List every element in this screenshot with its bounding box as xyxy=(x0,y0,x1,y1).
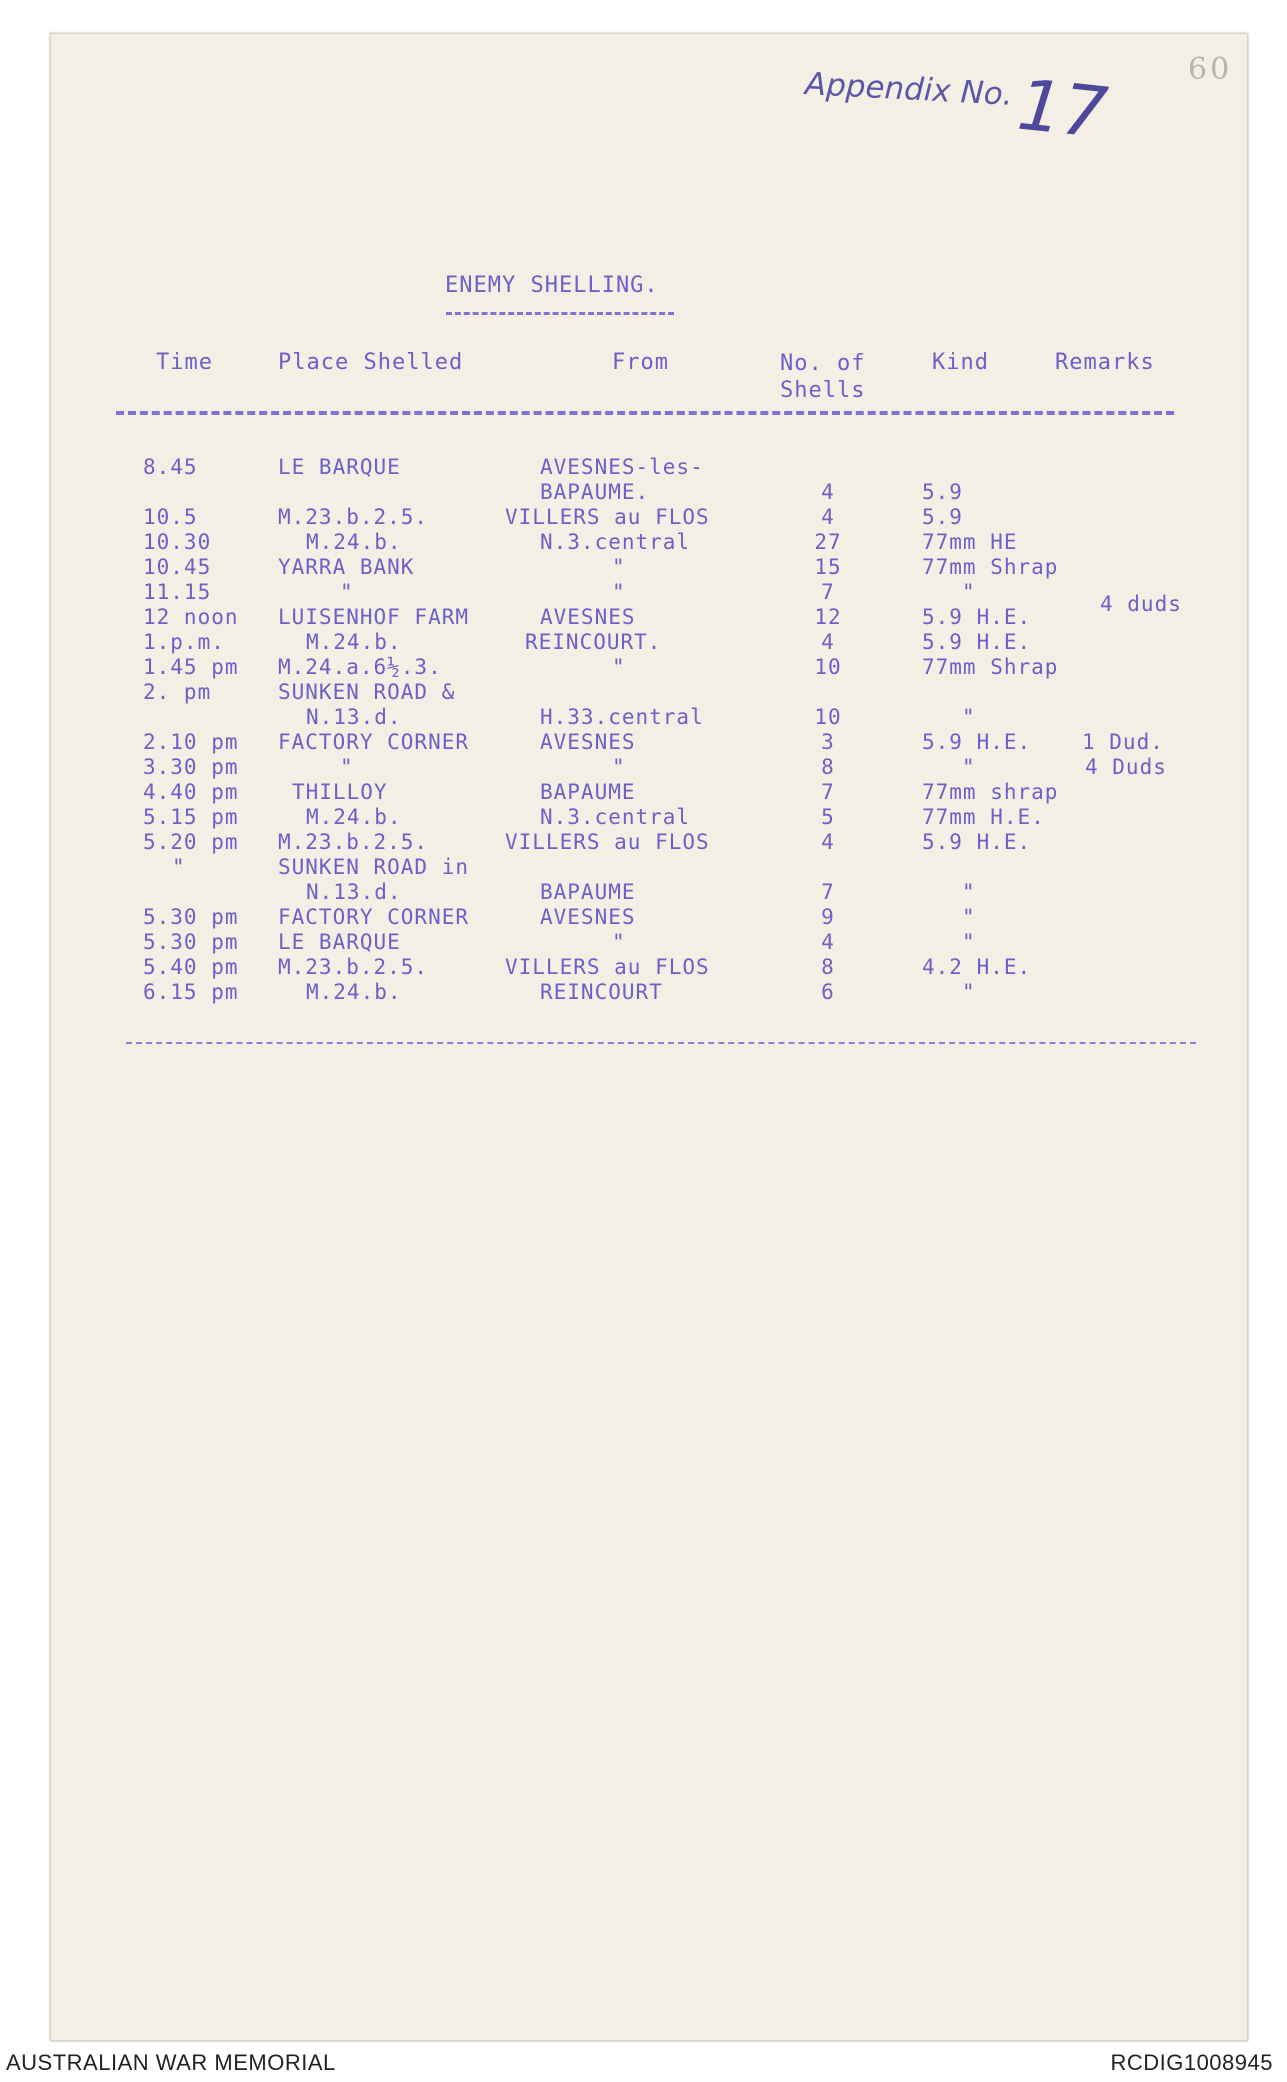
cell-no-of-shells: 4 xyxy=(821,505,835,529)
cell-no-of-shells: 4 xyxy=(821,480,835,504)
cell-no-of-shells: 27 xyxy=(814,530,842,554)
cell-kind: " xyxy=(962,755,976,779)
header-place: Place Shelled xyxy=(278,350,464,375)
cell-time: 10.45 xyxy=(143,555,212,579)
cell-from: BAPAUME xyxy=(540,880,636,904)
cell-time: 5.15 pm xyxy=(143,805,239,829)
cell-time: 1.p.m. xyxy=(143,630,225,654)
cell-place: LE BARQUE xyxy=(278,930,401,954)
cell-time: 2. pm xyxy=(143,680,212,704)
cell-time: 10.5 xyxy=(143,505,198,529)
cell-from: " xyxy=(612,555,626,579)
cell-time: 11.15 xyxy=(143,580,212,604)
cell-time: 1.45 pm xyxy=(143,655,239,679)
cell-from: AVESNES-les- xyxy=(540,455,704,479)
header-no-of-shells xyxy=(780,350,865,404)
cell-from: REINCOURT. xyxy=(525,630,662,654)
appendix-number: 17 xyxy=(1013,63,1112,155)
document-page xyxy=(50,33,1248,2041)
cell-kind: 5.9 xyxy=(922,505,963,529)
cell-time: 5.30 pm xyxy=(143,905,239,929)
cell-from: VILLERS au FLOS xyxy=(505,505,710,529)
cell-time: " xyxy=(172,855,186,879)
cell-from: VILLERS au FLOS xyxy=(505,955,710,979)
cell-place: YARRA BANK xyxy=(278,555,415,579)
cell-place: M.23.b.2.5. xyxy=(278,955,429,979)
cell-remarks: 4 Duds xyxy=(1085,755,1167,779)
cell-place: LE BARQUE xyxy=(278,455,401,479)
cell-kind: 4.2 H.E. xyxy=(922,955,1032,979)
header-no-line2: Shells xyxy=(780,378,866,403)
title-underline xyxy=(446,312,674,315)
cell-time: 5.20 pm xyxy=(143,830,239,854)
cell-time: 8.45 xyxy=(143,455,198,479)
header-no-line1: No. of xyxy=(780,351,866,376)
cell-time: 6.15 pm xyxy=(143,980,239,1004)
cell-no-of-shells: 9 xyxy=(821,905,835,929)
cell-time: 2.10 pm xyxy=(143,730,239,754)
cell-place: SUNKEN ROAD & xyxy=(278,680,456,704)
cell-kind: " xyxy=(962,930,976,954)
cell-place: LUISENHOF FARM xyxy=(278,605,470,629)
cell-no-of-shells: 7 xyxy=(821,880,835,904)
cell-from: N.3.central xyxy=(540,530,691,554)
page-number: 60 xyxy=(1188,52,1233,87)
cell-no-of-shells: 10 xyxy=(814,705,842,729)
cell-place: THILLOY xyxy=(292,780,388,804)
header-kind: Kind xyxy=(932,350,989,375)
cell-time: 3.30 pm xyxy=(143,755,239,779)
header-rule xyxy=(116,411,1174,415)
cell-remarks: 1 Dud. xyxy=(1082,730,1164,754)
cell-no-of-shells: 15 xyxy=(814,555,842,579)
cell-no-of-shells: 10 xyxy=(814,655,842,679)
cell-no-of-shells: 3 xyxy=(821,730,835,754)
cell-no-of-shells: 7 xyxy=(821,580,835,604)
cell-from: " xyxy=(612,655,626,679)
cell-from: AVESNES xyxy=(540,605,636,629)
cell-no-of-shells: 8 xyxy=(821,955,835,979)
cell-place: FACTORY CORNER xyxy=(278,905,470,929)
cell-from: N.3.central xyxy=(540,805,691,829)
cell-time: 12 noon xyxy=(143,605,239,629)
cell-place: N.13.d. xyxy=(306,705,402,729)
cell-place: N.13.d. xyxy=(306,880,402,904)
cell-kind: " xyxy=(962,705,976,729)
cell-kind: 77mm H.E. xyxy=(922,805,1045,829)
cell-remarks: 4 duds xyxy=(1100,592,1182,616)
cell-place: M.23.b.2.5. xyxy=(278,830,429,854)
cell-place: M.23.b.2.5. xyxy=(278,505,429,529)
cell-no-of-shells: 4 xyxy=(821,930,835,954)
cell-from: " xyxy=(612,580,626,604)
cell-kind: 5.9 H.E. xyxy=(922,730,1032,754)
cell-from: BAPAUME. xyxy=(540,480,650,504)
cell-no-of-shells: 5 xyxy=(821,805,835,829)
cell-from: H.33.central xyxy=(540,705,704,729)
document-title: ENEMY SHELLING. xyxy=(445,273,659,298)
cell-place: M.24.b. xyxy=(306,805,402,829)
cell-kind: " xyxy=(962,580,976,604)
cell-no-of-shells: 4 xyxy=(821,830,835,854)
appendix-label: Appendix No. xyxy=(804,66,1014,113)
cell-kind: 77mm shrap xyxy=(922,780,1059,804)
cell-from: " xyxy=(612,755,626,779)
cell-kind: 5.9 H.E. xyxy=(922,605,1032,629)
cell-place: M.24.b. xyxy=(306,530,402,554)
cell-kind: 5.9 xyxy=(922,480,963,504)
cell-place: M.24.a.6½.3. xyxy=(278,655,442,679)
cell-no-of-shells: 12 xyxy=(814,605,842,629)
cell-no-of-shells: 6 xyxy=(821,980,835,1004)
cell-no-of-shells: 4 xyxy=(821,630,835,654)
cell-place: M.24.b. xyxy=(306,980,402,1004)
cell-from: AVESNES xyxy=(540,905,636,929)
cell-place: FACTORY CORNER xyxy=(278,730,470,754)
cell-kind: " xyxy=(962,905,976,929)
cell-place: SUNKEN ROAD in xyxy=(278,855,470,879)
header-time: Time xyxy=(156,350,213,375)
cell-no-of-shells: 8 xyxy=(821,755,835,779)
cell-place: M.24.b. xyxy=(306,630,402,654)
cell-kind: 77mm HE xyxy=(922,530,1018,554)
header-remarks: Remarks xyxy=(1055,350,1155,375)
cell-place: " xyxy=(340,580,354,604)
archive-credit: AUSTRALIAN WAR MEMORIAL xyxy=(6,2050,336,2075)
cell-kind: 77mm Shrap xyxy=(922,655,1059,679)
cell-kind: " xyxy=(962,980,976,1004)
cell-kind: 5.9 H.E. xyxy=(922,630,1032,654)
header-from: From xyxy=(612,350,669,375)
cell-from: REINCOURT xyxy=(540,980,663,1004)
cell-time: 5.30 pm xyxy=(143,930,239,954)
cell-time: 5.40 pm xyxy=(143,955,239,979)
cell-kind: 5.9 H.E. xyxy=(922,830,1032,854)
cell-from: VILLERS au FLOS xyxy=(505,830,710,854)
cell-no-of-shells: 7 xyxy=(821,780,835,804)
cell-from: BAPAUME xyxy=(540,780,636,804)
cell-place: " xyxy=(340,755,354,779)
cell-from: " xyxy=(612,930,626,954)
cell-time: 10.30 xyxy=(143,530,212,554)
cell-kind: 77mm Shrap xyxy=(922,555,1059,579)
cell-from: AVESNES xyxy=(540,730,636,754)
cell-time: 4.40 pm xyxy=(143,780,239,804)
footer-rule xyxy=(126,1042,1196,1044)
record-id: RCDIG1008945 xyxy=(1110,2050,1273,2075)
cell-kind: " xyxy=(962,880,976,904)
